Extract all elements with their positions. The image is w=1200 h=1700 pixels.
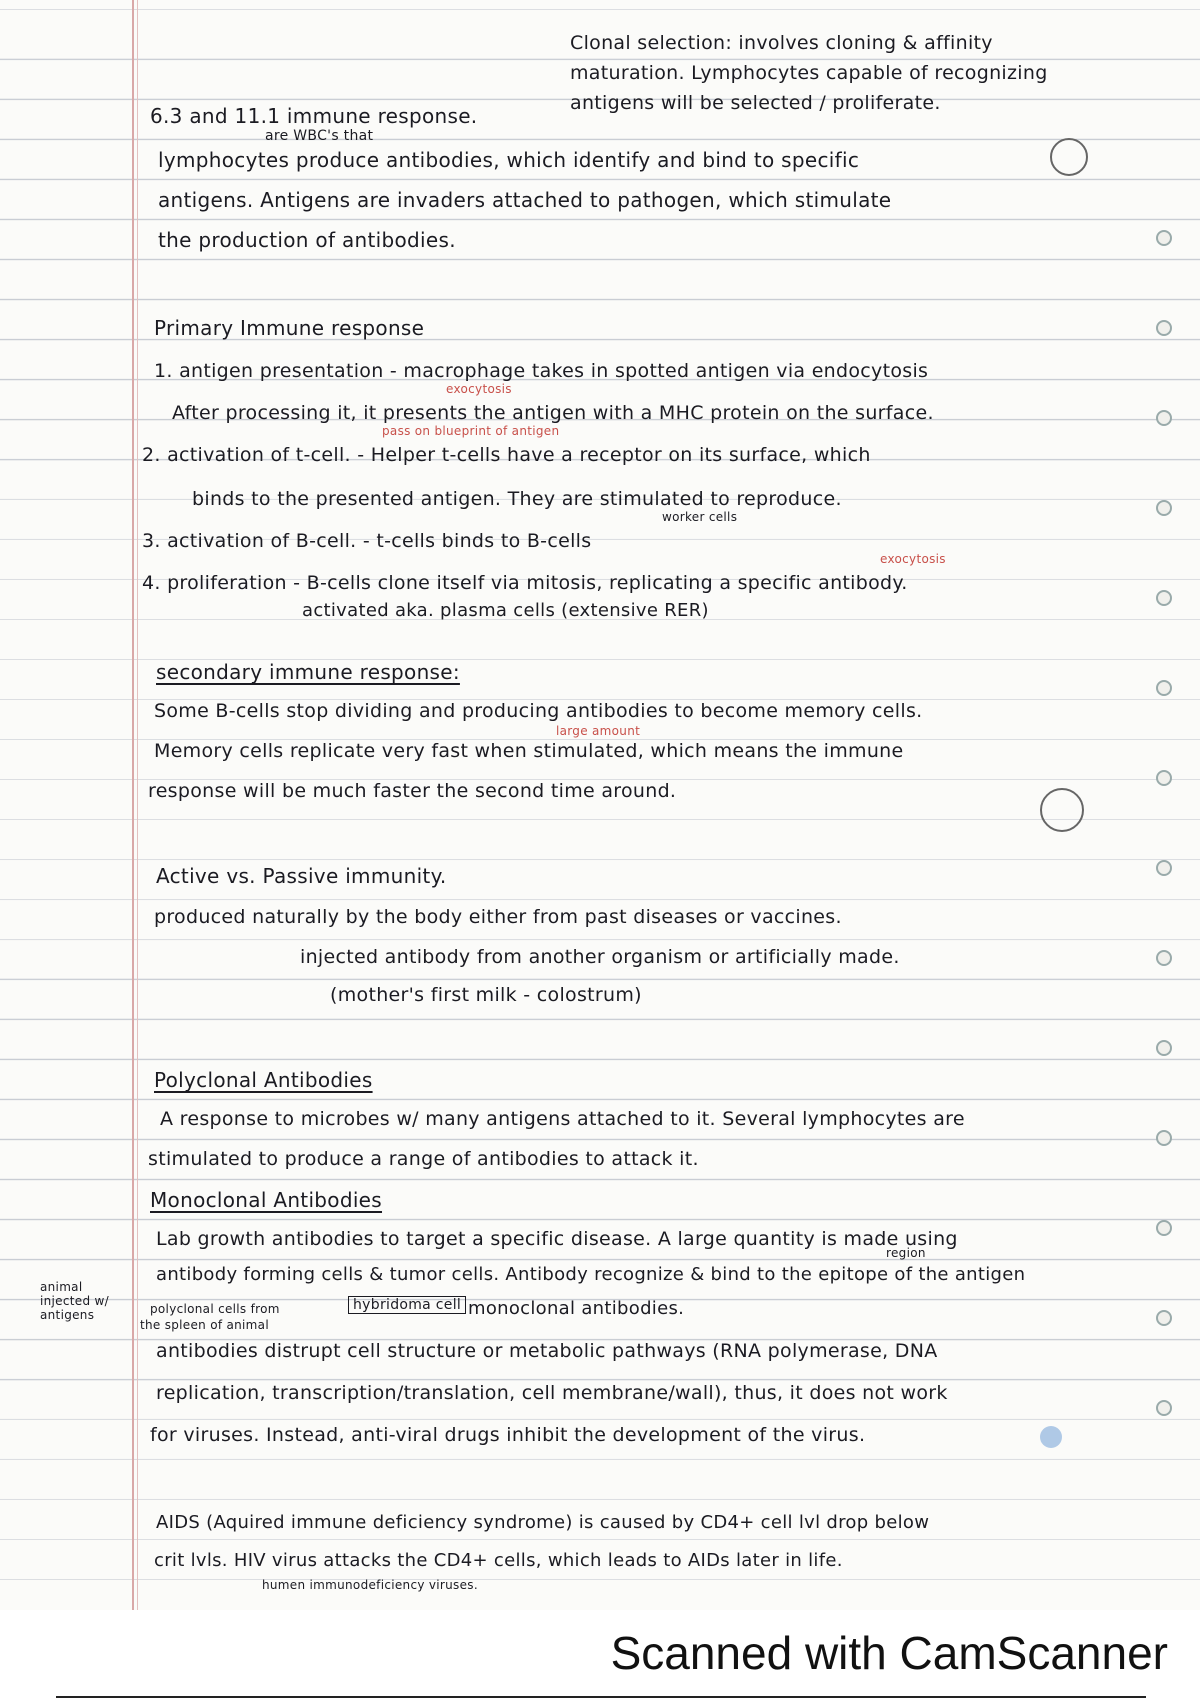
immunity-passive: injected antibody from another organism or artificially made. (300, 946, 900, 968)
binder-hole (1156, 410, 1172, 426)
binder-hole (1156, 680, 1172, 696)
intro-insert: are WBC's that (265, 128, 374, 144)
secondary-heading: secondary immune response: (156, 660, 460, 684)
header-note-line-1: Clonal selection: involves cloning & affinity (570, 32, 993, 54)
secondary-line-1: Some B-cells stop dividing and producing antibodies to become memory cells. (154, 700, 923, 722)
footer-rule (56, 1696, 1146, 1698)
binder-holes (1156, 230, 1176, 1630)
binder-hole (1156, 500, 1172, 516)
aids-line-2: crit lvls. HIV virus attacks the CD4+ cells, which leads to AIDs later in life. (154, 1550, 843, 1571)
intro-line-3: the production of antibodies. (158, 228, 456, 252)
secondary-line-3: response will be much faster the second time around. (148, 780, 677, 802)
binder-hole (1156, 770, 1172, 786)
secondary-line-2: Memory cells replicate very fast when stimulated, which means the immune (154, 740, 904, 762)
flow-polyclonal-source: the spleen of animal (140, 1318, 269, 1332)
doodle-circle-2 (1040, 788, 1084, 832)
flow-monoclonal-result: monoclonal antibodies. (468, 1298, 685, 1319)
monoclonal-line-4: replication, transcription/translation, cell membrane/wall), thus, it does not work (156, 1382, 948, 1404)
header-note-line-3: antigens will be selected / proliferate. (570, 92, 941, 114)
binder-hole (1156, 1310, 1172, 1326)
binder-hole (1156, 950, 1172, 966)
side-note-2: injected w/ (40, 1294, 109, 1308)
primary-step-3: 3. activation of B-cell. - t-cells binds to B-cells (142, 530, 592, 552)
aids-line-1: AIDS (Aquired immune deficiency syndrome) is caused by CD4+ cell lvl drop below (156, 1512, 930, 1533)
blue-ink-mark (1040, 1426, 1062, 1448)
polyclonal-line-1: A response to microbes w/ many antigens attached to it. Several lymphocytes are (160, 1108, 965, 1130)
primary-step-1a: 1. antigen presentation - macrophage takes in spotted antigen via endocytosis (154, 360, 929, 382)
aids-line-3: humen immunodeficiency viruses. (262, 1578, 478, 1592)
page-title: 6.3 and 11.1 immune response. (150, 104, 478, 128)
binder-hole (1156, 230, 1172, 246)
primary-step-2a: 2. activation of t-cell. - Helper t-cells have a receptor on its surface, which (142, 444, 871, 466)
doodle-circle (1050, 138, 1088, 176)
camscanner-watermark: Scanned with CamScanner (610, 1627, 1168, 1679)
monoclonal-line-5: for viruses. Instead, anti-viral drugs inhibit the development of the virus. (150, 1424, 866, 1446)
polyclonal-line-2: stimulated to produce a range of antibodies to attack it. (148, 1148, 699, 1170)
monoclonal-line-1: Lab growth antibodies to target a specific disease. A large quantity is made using (156, 1228, 958, 1250)
binder-hole (1156, 1400, 1172, 1416)
binder-hole (1156, 590, 1172, 606)
binder-hole (1156, 860, 1172, 876)
side-note-1: animal (40, 1280, 83, 1294)
binder-hole (1156, 1220, 1172, 1236)
monoclonal-line-3: antibodies distrupt cell structure or metabolic pathways (RNA polymerase, DNA (156, 1340, 938, 1362)
monoclonal-line-2: antibody forming cells & tumor cells. Antibody recognize & bind to the epitope of the antigen (156, 1264, 1026, 1285)
header-note-line-2: maturation. Lymphocytes capable of recognizing (570, 62, 1048, 84)
primary-step-4-annotation: exocytosis (880, 552, 946, 566)
immunity-passive-detail: (mother's first milk - colostrum) (330, 984, 642, 1006)
flow-hybridoma-box: hybridoma cell (348, 1296, 466, 1314)
margin-line (132, 0, 134, 1610)
secondary-annotation: large amount (556, 724, 641, 738)
primary-step-4a: 4. proliferation - B-cells clone itself via mitosis, replicating a specific antibody. (142, 572, 908, 594)
primary-step-2-annotation: pass on blueprint of antigen (382, 424, 560, 438)
primary-step-3-annotation: worker cells (662, 510, 738, 524)
primary-step-2b: binds to the presented antigen. They are stimulated to reproduce. (192, 488, 842, 510)
binder-hole (1156, 320, 1172, 336)
margin-line-secondary (137, 0, 138, 1610)
polyclonal-heading: Polyclonal Antibodies (154, 1068, 373, 1092)
primary-step-1-annotation: exocytosis (446, 382, 512, 396)
flow-polyclonal-cells: polyclonal cells from (150, 1302, 280, 1316)
immunity-heading: Active vs. Passive immunity. (156, 864, 447, 888)
primary-heading: Primary Immune response (154, 316, 425, 340)
intro-line-2: antigens. Antigens are invaders attached to pathogen, which stimulate (158, 188, 892, 212)
binder-hole (1156, 1130, 1172, 1146)
monoclonal-region-annotation: region (886, 1246, 926, 1260)
intro-line-1: lymphocytes produce antibodies, which identify and bind to specific (158, 148, 860, 172)
primary-step-1b: After processing it, it presents the antigen with a MHC protein on the surface. (172, 402, 934, 424)
side-note-3: antigens (40, 1308, 95, 1322)
immunity-active: produced naturally by the body either from past diseases or vaccines. (154, 906, 842, 928)
binder-hole (1156, 1040, 1172, 1056)
monoclonal-heading: Monoclonal Antibodies (150, 1188, 383, 1212)
primary-step-4b: activated aka. plasma cells (extensive RER) (302, 600, 709, 621)
